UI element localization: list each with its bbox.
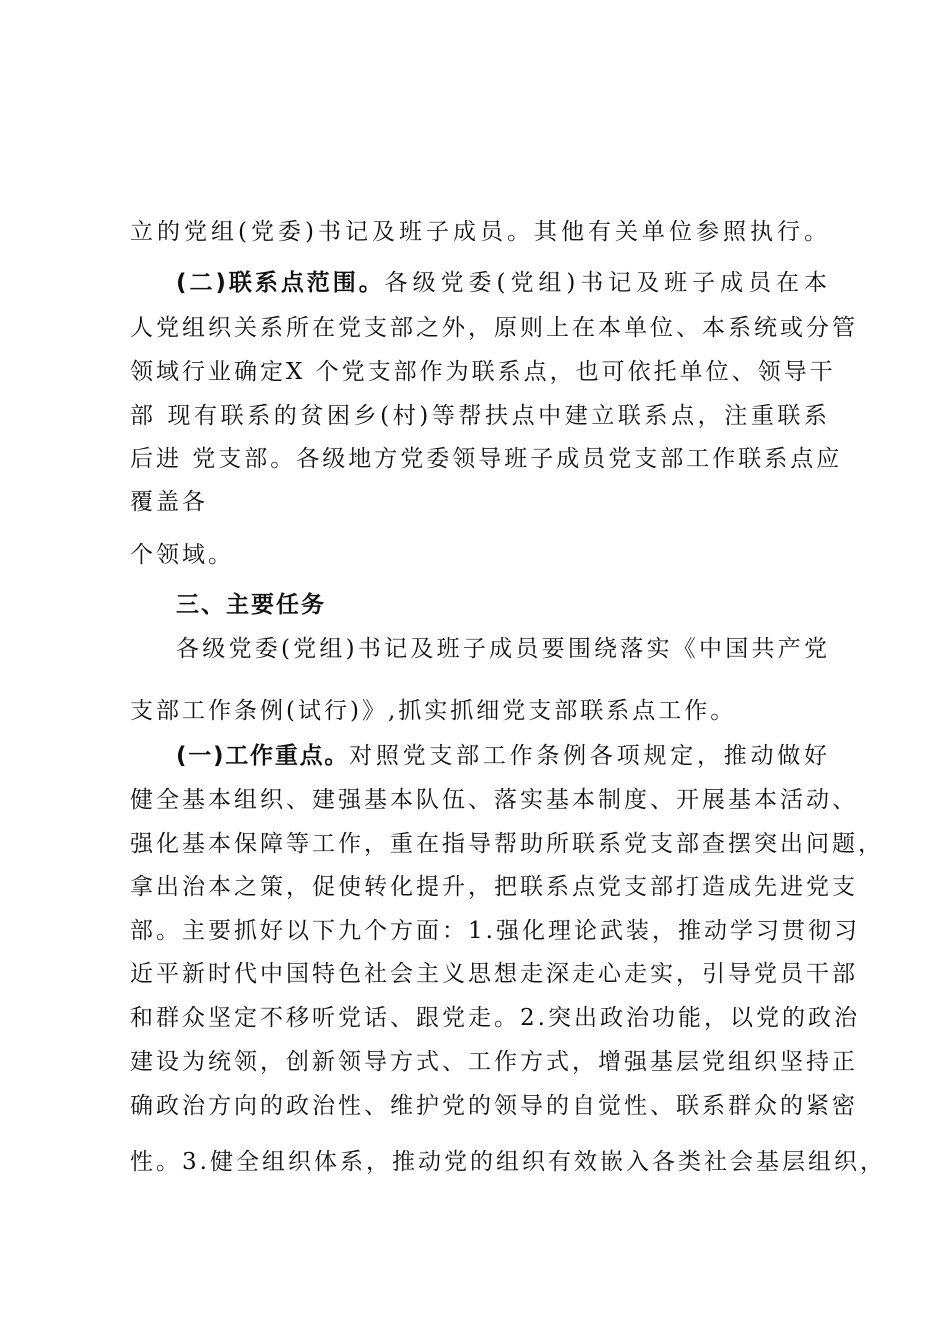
paragraph-line: 强化基本保障等工作，重在指导帮助所联系党支部查摆突出问题，: [130, 831, 884, 857]
paragraph-line: [176, 741, 830, 771]
section-label-scope: (二)联系点范围。: [176, 270, 385, 296]
paragraph-line: 立的党组(党委)书记及班子成员。其他有关单位参照执行。: [130, 219, 830, 245]
paragraph-line: [176, 268, 830, 298]
paragraph-line: 覆盖各: [130, 489, 208, 515]
paragraph-line: 和群众坚定不移听党话、跟党走。2.突出政治功能，以党的政治: [130, 1005, 860, 1031]
paragraph-line: 确政治方向的政治性、维护党的领导的自觉性、联系群众的紧密: [130, 1093, 858, 1119]
paragraph-line: 部 现有联系的贫困乡(村)等帮扶点中建立联系点，注重联系: [130, 403, 830, 429]
paragraph-line: 人党组织关系所在党支部之外，原则上在本单位、本系统或分管: [130, 315, 858, 341]
paragraph-line: 领域行业确定X 个党支部作为联系点，也可依托单位、领导干: [130, 359, 836, 385]
paragraph-line: 性。3.健全组织体系，推动党的组织有效嵌入各类社会基层组织，: [130, 1149, 886, 1175]
paragraph-line: 各级党委(党组)书记及班子成员要围绕落实《中国共产党: [176, 636, 830, 662]
paragraph-line: 部。主要抓好以下九个方面：1.强化理论武装，推动学习贯彻习: [130, 918, 860, 944]
paragraph-line: 个领域。: [130, 542, 234, 568]
paragraph-text: 各级党委(党组)书记及班子成员在本: [384, 270, 830, 296]
paragraph-line: 健全基本组织、建强基本队伍、落实基本制度、开展基本活动、: [130, 787, 858, 813]
paragraph-line: 建设为统领，创新领导方式、工作方式，增强基层党组织坚持正: [130, 1049, 858, 1075]
paragraph-text: 对照党支部工作条例各项规定，推动做好: [349, 743, 830, 769]
section-label-focus: (一)工作重点。: [176, 743, 350, 769]
paragraph-line: 后进 党支部。各级地方党委领导班子成员党支部工作联系点应: [130, 446, 843, 472]
paragraph-line: 近平新时代中国特色社会主义思想走深走心走实，引导党员干部: [130, 961, 858, 987]
paragraph-line: 支部工作条例(试行)》,抓实抓细党支部联系点工作。: [130, 698, 737, 724]
paragraph-line: 拿出治本之策，促使转化提升，把联系点党支部打造成先进党支: [130, 874, 858, 900]
section-heading: 三、主要任务: [176, 592, 326, 618]
